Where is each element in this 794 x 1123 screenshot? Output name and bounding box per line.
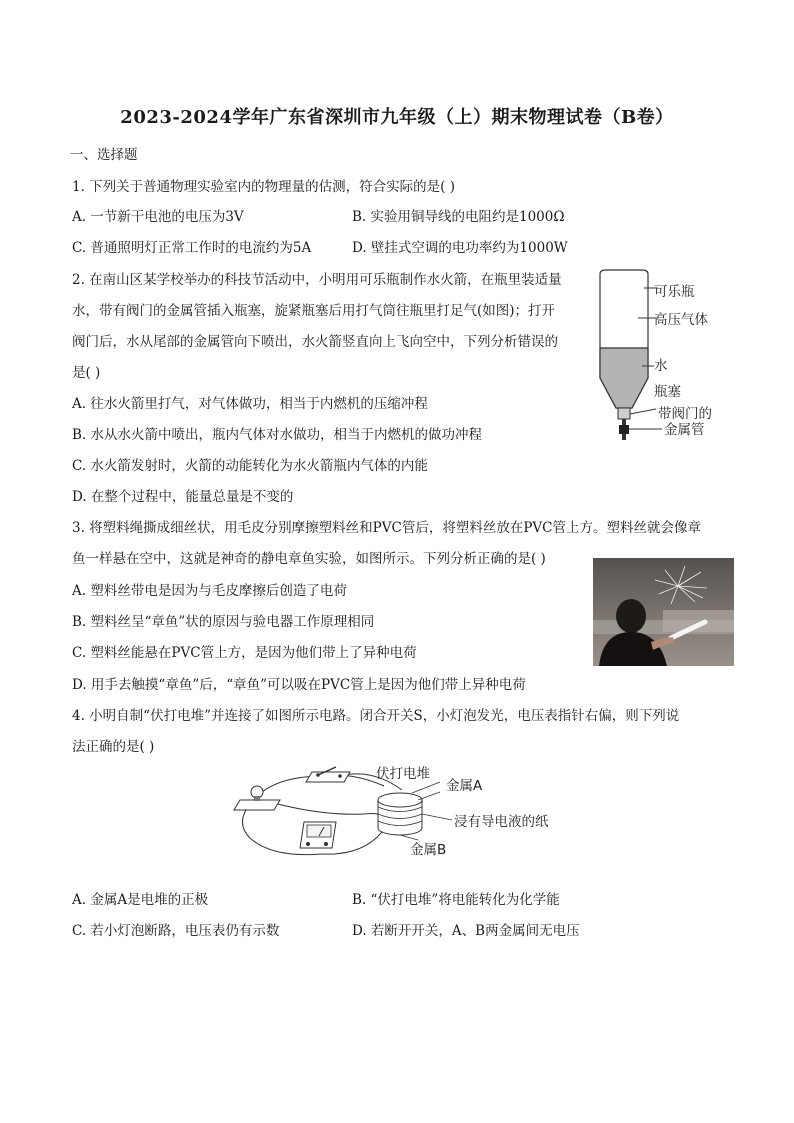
- q1-option-a: A. 一节新干电池的电压为3V: [72, 209, 244, 225]
- label-valve: 带阀门的: [658, 406, 712, 422]
- q4-option-b: B. “伏打电堆”将电能转化为化学能: [352, 892, 560, 908]
- person-head: [616, 599, 646, 633]
- q4-option-a: A. 金属A是电堆的正极: [72, 892, 209, 908]
- q2-stem-line4: 是( ): [72, 365, 101, 381]
- bulb: [234, 786, 280, 810]
- q3-option-b: B. 塑料丝呈“章鱼”状的原因与验电器工作原理相同: [72, 614, 375, 630]
- q1-option-d: D. 壁挂式空调的电功率约为1000W: [352, 240, 568, 256]
- section-heading: 一、选择题: [70, 147, 138, 163]
- page-title: 2023-2024学年广东省深圳市九年级（上）期末物理试卷（B卷）: [120, 107, 674, 128]
- valve: [619, 425, 629, 434]
- water-fill: [600, 348, 648, 408]
- q3-option-a: A. 塑料丝带电是因为与毛皮摩擦后创造了电荷: [72, 583, 347, 599]
- voltaic-pile: [378, 793, 422, 835]
- voltaic-pile-circuit-figure: [232, 762, 562, 862]
- q3-option-c: C. 塑料丝能悬在PVC管上方，是因为他们带上了异种电荷: [72, 645, 417, 661]
- label-bottle: 可乐瓶: [654, 284, 695, 300]
- switch: [306, 767, 350, 782]
- label-gas: 高压气体: [654, 312, 708, 328]
- q1-option-c: C. 普通照明灯正常工作时的电流约为5A: [72, 240, 312, 256]
- label-stopper: 瓶塞: [654, 384, 681, 400]
- q4-option-c: C. 若小灯泡断路，电压表仍有示数: [72, 923, 280, 939]
- water-rocket-figure: [592, 268, 762, 443]
- octopus-photo: [593, 558, 734, 666]
- label-metal-b: 金属B: [410, 842, 447, 858]
- q2-option-b: B. 水从水火箭中喷出，瓶内气体对水做功，相当于内燃机的做功冲程: [72, 427, 483, 443]
- q2-option-a: A. 往水火箭里打气，对气体做功，相当于内燃机的压缩冲程: [72, 396, 428, 412]
- metal-pipe: [622, 419, 626, 425]
- q4-stem-line1: 4. 小明自制“伏打电堆”并连接了如图所示电路。闭合开关S，小灯泡发光，电压表指针右偏，则下列说: [72, 708, 680, 724]
- q4-option-d: D. 若断开开关，A、B两金属间无电压: [352, 923, 580, 939]
- q2-stem-line2: 水，带有阀门的金属管插入瓶塞，旋紧瓶塞后用打气筒往瓶里打足气(如图)；打开: [72, 303, 556, 319]
- q2-option-d: D. 在整个过程中，能量总量是不变的: [72, 489, 294, 505]
- voltmeter: [300, 822, 336, 848]
- q2-option-c: C. 水火箭发射时，火箭的动能转化为水火箭瓶内气体的内能: [72, 458, 428, 474]
- q2-stem-line1: 2. 在南山区某学校举办的科技节活动中，小明用可乐瓶制作水火箭，在瓶里装适量: [72, 272, 562, 288]
- stopper: [618, 408, 630, 419]
- q1-stem: 1. 下列关于普通物理实验室内的物理量的估测，符合实际的是( ): [72, 179, 455, 195]
- label-paper: 浸有导电液的纸: [454, 814, 549, 830]
- label-pipe: 金属管: [664, 422, 705, 438]
- q3-option-d: D. 用手去触摸“章鱼”后，“章鱼”可以吸在PVC管上是因为他们带上异种电荷: [72, 677, 526, 693]
- q4-stem-line2: 法正确的是( ): [72, 739, 155, 755]
- q2-stem-line3: 阀门后，水从尾部的金属管向下喷出，水火箭竖直向上飞向空中，下列分析错误的: [72, 334, 558, 350]
- q3-stem-line2: 鱼一样悬在空中，这就是神奇的静电章鱼实验，如图所示。下列分析正确的是( ): [72, 551, 546, 567]
- q1-option-b: B. 实验用铜导线的电阻约是1000Ω: [352, 209, 565, 225]
- label-metal-a: 金属A: [446, 778, 483, 794]
- label-pile: 伏打电堆: [376, 766, 430, 782]
- q3-stem-line1: 3. 将塑料绳撕成细丝状，用毛皮分别摩擦塑料丝和PVC管后，将塑料丝放在PVC管上方。塑料丝就会像章: [72, 520, 701, 536]
- label-water: 水: [654, 358, 668, 374]
